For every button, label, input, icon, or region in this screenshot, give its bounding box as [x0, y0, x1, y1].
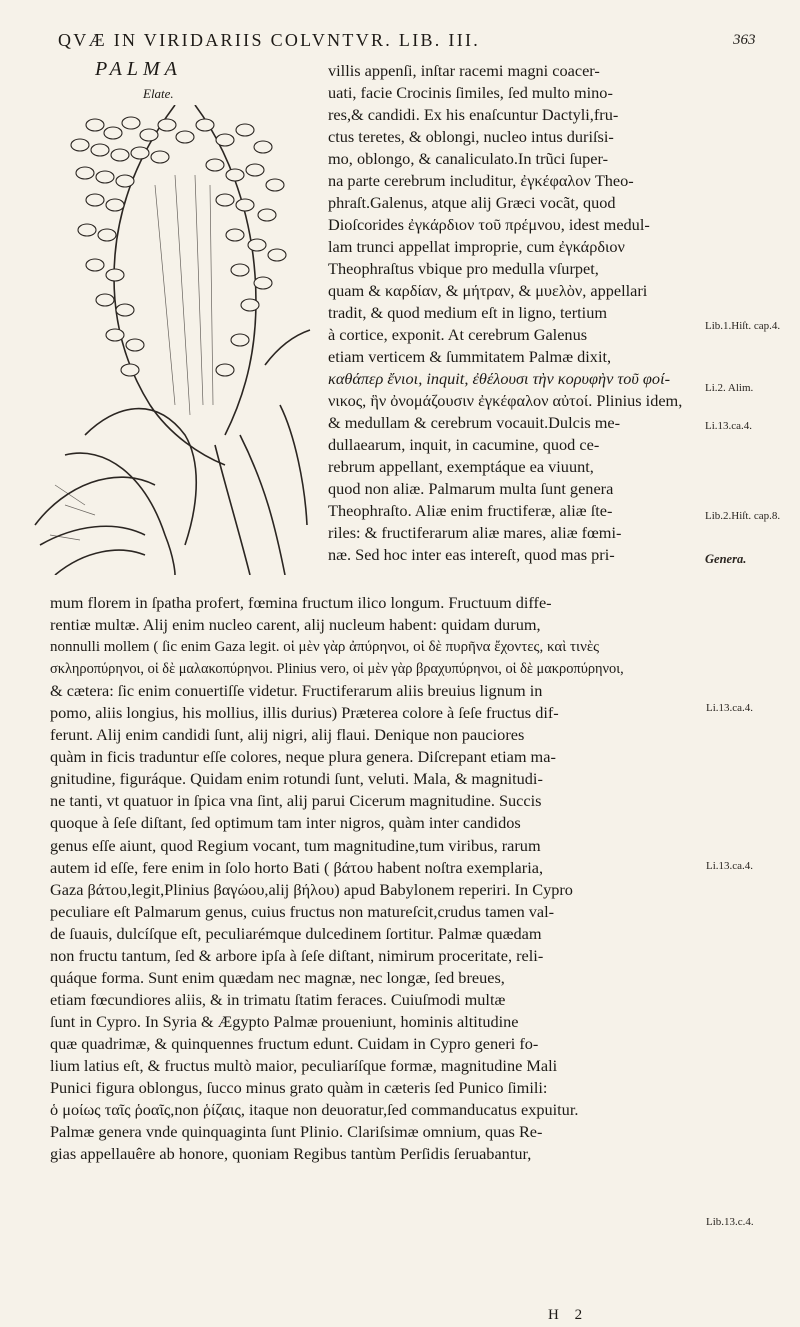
text-line: νικος, ἣν ὀνομάζουσιν ἐγκέφαλον αὐτοί. Plinius idem,	[328, 391, 683, 410]
text-line: quàm in ficis traduntur eſſe colores, neque plura genera. Diſcrepant etiam ma-	[50, 747, 556, 767]
margin-note: Lib.1.Hiſt. cap.4.	[705, 320, 781, 332]
text-line: & cætera: ſic enim conuertiſſe videtur. Fructiferarum aliis breuius lignum in	[50, 681, 543, 701]
text-line: uati, facie Crocinis ſimiles, ſed multo mino-	[328, 83, 613, 102]
margin-note: Li.13.ca.4.	[706, 860, 754, 872]
text-line: & medullam & cerebrum vocauit.Dulcis me-	[328, 413, 621, 432]
margin-note: Lib.13.c.4.	[706, 1216, 754, 1228]
text-line: σκληροπύρηνοι, οἱ δὲ μαλακοπύρηνοι. Plinius vero, οἱ μὲν γὰρ βραχυπύρηνοι, οἱ δὲ μακροπύρηνοι,	[50, 661, 624, 678]
text-line: næ. Sed hoc inter eas intereſt, quod mas pri-	[328, 545, 615, 564]
text-line: ſunt in Cypro. In Syria & Ægypto Palmæ proueniunt, hominis altitudine	[50, 1011, 519, 1031]
text-line: tradit, & quod medium eſt in ligno, tertium	[328, 303, 608, 322]
text-line: phraſt.Galenus, atque alij Græci vocãt, quod	[328, 193, 616, 212]
figure-subtitle: Elate.	[143, 86, 174, 101]
text-line: etiam verticem & ſummitatem Palmæ dixit,	[328, 347, 612, 366]
text-line: quáque forma. Sunt enim quædam nec magnæ, nec longæ, ſed breues,	[50, 967, 505, 987]
text-line: quod non aliæ. Palmarum multa ſunt genera	[328, 479, 614, 498]
text-line: res,& candidi. Ex his enaſcuntur Dactyli,fru-	[328, 105, 619, 124]
text-line: à cortice, exponit. At cerebrum Galenus	[328, 325, 588, 344]
text-line: lium latius eſt, & fructus multò maior, peculiaríſque formæ, magnitudine Mali	[50, 1055, 558, 1075]
text-line: Theophraſto. Aliæ enim fructiferæ, aliæ ſte-	[328, 501, 613, 520]
text-line: non fructu tantum, ſed & arbore ipſa à ſeſe diſtant, nimirum proceritate, reli-	[50, 945, 544, 965]
text-line: pomo, aliis longius, his mollius, illis durius) Præterea colore à ſeſe fructus dif-	[50, 703, 559, 723]
running-title: QVÆ IN VIRIDARIIS COLVNTVR. LIB. III.	[58, 30, 481, 50]
palm-woodcut-illustration	[25, 105, 315, 575]
text-line: Punici figura oblongus, ſucco minus grato quàm in cæteris ſed Punico ſimili:	[50, 1078, 548, 1098]
text-line: quam & καρδίαν, & μήτραν, & μυελὸν, appellari	[328, 281, 648, 300]
text-line: gias appellauêre ab honore, quoniam Regibus tantùm Perſidis ſeruabantur,	[50, 1144, 532, 1164]
margin-note: Li.13.ca.4.	[705, 420, 753, 432]
margin-note: Lib.2.Hiſt. cap.8.	[705, 510, 781, 522]
text-line: dullaearum, inquit, in cacumine, quod ce-	[328, 435, 600, 454]
margin-note: Li.13.ca.4.	[706, 702, 754, 714]
text-line: rentiæ multæ. Alij enim nucleo carent, alij nucleum habent: quidam durum,	[50, 615, 541, 635]
page-number: 363	[733, 32, 756, 48]
figure-title: PALMA	[95, 58, 182, 80]
text-line: ὁ μοίως ταῖς ῥοαῖς,non ῥίζαις, itaque non deuoratur,ſed commanducatus expuitur.	[50, 1100, 579, 1120]
text-line: lam trunci appellat improprie, cum ἐγκάρδιον	[328, 237, 625, 256]
margin-note-heading: Genera.	[705, 552, 747, 566]
text-line: gnitudine, figuráque. Quidam enim rotundi ſunt, veluti. Mala, & magnitudi-	[50, 769, 543, 789]
text-line: Palmæ genera vnde quinquaginta ſunt Plinio. Clariſsimæ omnium, quas Re-	[50, 1122, 543, 1142]
text-line: ferunt. Alij enim candidi ſunt, alij nigri, alij flaui. Denique non pauciores	[50, 725, 525, 745]
text-line: Dioſcorides ἐγκάρδιον τοῦ πρέμνου, idest medul-	[328, 215, 650, 234]
text-line: mo, oblongo, & canaliculato.In trũci ſuper-	[328, 149, 608, 168]
catchword: H 2	[548, 1307, 589, 1323]
text-line: Theophraſtus vbique pro medulla vſurpet,	[328, 259, 599, 278]
text-line: rebrum appellant, exemptáque ea viuunt,	[328, 457, 594, 476]
text-line: mum florem in ſpatha profert, fœmina fructum ilico longum. Fructuum diffe-	[50, 593, 552, 612]
text-line: de ſuauis, dulcíſque eſt, peculiarémque dulcedinem ſortitur. Palmæ quædam	[50, 923, 542, 943]
text-line: quoque à ſeſe diſtant, ſed optimum tam inter nigros, quàm inter candidos	[50, 813, 521, 833]
text-line: villis appenſi, inſtar racemi magni coacer-	[328, 61, 600, 80]
text-line: nonnulli mollem ( ſic enim Gaza legit. οἱ μὲν γὰρ ἀπύρηνοι, οἱ δὲ πυρῆνα ἔχοντες, καὶ τινὲς	[50, 639, 600, 656]
running-header	[58, 30, 758, 51]
text-line: καθάπερ ἔνιοι, inquit, ἐθέλουσι τὴν κορυφὴν τοῦ φοί-	[328, 369, 671, 388]
text-line: ne tanti, vt quatuor in ſpica vna ſint, alij parui Cicerum magnitudine. Succis	[50, 791, 542, 811]
text-line: peculiare eſt Palmarum genus, cuius fructus non matureſcit,crudus tamen val-	[50, 901, 555, 921]
text-line: na parte cerebrum includitur, ἐγκέφαλον Theo-	[328, 171, 634, 190]
text-line: Gaza βάτου,legit,Plinius βαγώου,alij βήλου) apud Babylonem reperiri. In Cypro	[50, 879, 573, 899]
side-column-text	[328, 60, 696, 566]
margin-note: Li.2. Alim.	[705, 382, 754, 394]
text-line: quæ quadrimæ, & quinquennes fructum edunt. Cuidam in Cypro generi fo-	[50, 1033, 539, 1053]
text-line: riles: & fructiferarum aliæ mares, aliæ fœmi-	[328, 523, 622, 542]
text-line: ctus teretes, & oblongi, nucleo intus duriſsi-	[328, 127, 614, 146]
text-line: autem id eſſe, fere enim in ſolo horto Bati ( βάτου habent noſtra exemplaria,	[50, 857, 544, 877]
text-line: genus eſſe aiunt, quod Regium vocant, tum magnitudine,tum viribus, rarum	[50, 835, 541, 855]
full-width-text	[50, 592, 700, 1165]
text-line: etiam fœcundiores aliis, & in trimatu ſtatim feraces. Cuiuſmodi multæ	[50, 989, 506, 1009]
